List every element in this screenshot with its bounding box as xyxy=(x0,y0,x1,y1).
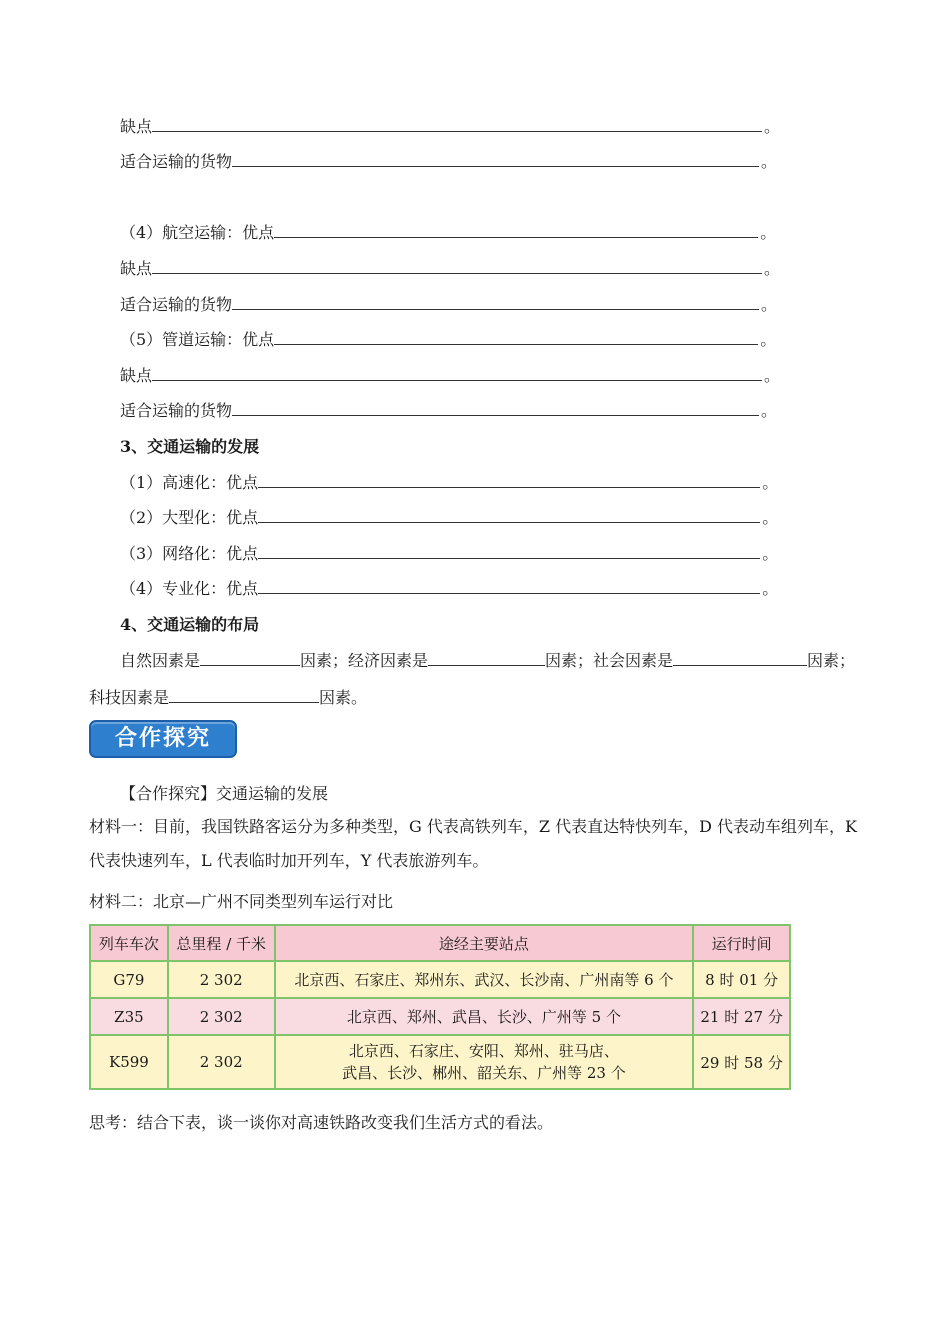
answer-blank[interactable] xyxy=(152,365,762,381)
period-mark: 。 xyxy=(764,259,781,278)
fill-line-label: 适合运输的货物 xyxy=(120,152,233,171)
material-two: 材料二：北京—广州不同类型列车运行对比 xyxy=(89,892,394,911)
answer-blank[interactable] xyxy=(274,222,758,238)
period-mark: 。 xyxy=(764,366,781,385)
answer-blank[interactable] xyxy=(152,258,762,274)
fill-line xyxy=(120,578,778,600)
factors-line-2 xyxy=(89,687,367,709)
cell-stations xyxy=(275,1035,694,1089)
factor-tail-1: 因素； xyxy=(807,651,856,670)
answer-blank[interactable] xyxy=(258,578,760,594)
fill-line-label: 缺点 xyxy=(120,259,153,278)
period-mark: 。 xyxy=(762,508,779,527)
fill-line-label: 适合运输的货物 xyxy=(120,295,233,314)
social-factor-blank[interactable] xyxy=(673,650,807,666)
fill-line xyxy=(120,329,776,351)
table-row xyxy=(90,1035,790,1089)
fill-line xyxy=(120,258,780,280)
factors-line-1 xyxy=(120,650,855,672)
answer-blank[interactable] xyxy=(232,294,759,310)
header-train: 列车车次 xyxy=(90,925,168,961)
cell-distance: 2 302 xyxy=(168,1035,275,1089)
header-time: 运行时间 xyxy=(693,925,790,961)
fill-line xyxy=(120,116,780,138)
period-mark: 。 xyxy=(761,295,778,314)
social-factor-label: 因素；社会因素是 xyxy=(545,651,674,670)
think-question: 思考：结合下表，谈一谈你对高速铁路改变我们生活方式的看法。 xyxy=(89,1113,554,1132)
cell-train: Z35 xyxy=(90,998,168,1035)
fill-line-label: 适合运输的货物 xyxy=(120,401,233,420)
cell-time: 29 时 58 分 xyxy=(693,1035,790,1089)
fill-line-label: 缺点 xyxy=(120,366,153,385)
fill-line-label: （1）高速化：优点 xyxy=(120,473,259,492)
fill-line xyxy=(120,365,780,387)
header-stations: 途经主要站点 xyxy=(275,925,694,961)
answer-blank[interactable] xyxy=(232,151,759,167)
material-one: 材料一：目前，我国铁路客运分为多种类型，G 代表高铁列车，Z 代表直达特快列车，D 代表动车组列车，K 代表快速列车，L 代表临时加开列车，Y 代表旅游列车。 xyxy=(89,817,857,870)
table-row xyxy=(90,961,790,998)
tech-factor-blank[interactable] xyxy=(169,687,319,703)
fill-line xyxy=(120,151,777,173)
economic-factor-label: 因素；经济因素是 xyxy=(300,651,429,670)
fill-line xyxy=(120,543,778,565)
period-mark: 。 xyxy=(760,223,777,242)
answer-blank[interactable] xyxy=(258,543,760,559)
stations-line-1: 北京西、石家庄、安阳、郑州、驻马店、 xyxy=(348,1042,619,1060)
answer-blank[interactable] xyxy=(152,116,762,132)
answer-blank[interactable] xyxy=(232,400,759,416)
cell-train: G79 xyxy=(90,961,168,998)
cell-time: 8 时 01 分 xyxy=(693,961,790,998)
natural-factor-blank[interactable] xyxy=(200,650,300,666)
heading-transport-layout: 4、交通运输的布局 xyxy=(120,615,260,634)
fill-line-label: （4）航空运输：优点 xyxy=(120,223,275,242)
fill-line-label: （3）网络化：优点 xyxy=(120,544,259,563)
heading-transport-development: 3、交通运输的发展 xyxy=(120,437,260,456)
period-mark: 。 xyxy=(761,152,778,171)
fill-line-label: （4）专业化：优点 xyxy=(120,579,259,598)
tech-factor-label: 科技因素是 xyxy=(89,688,170,707)
cell-distance: 2 302 xyxy=(168,998,275,1035)
explore-title: 【合作探究】交通运输的发展 xyxy=(120,784,329,803)
cell-train: K599 xyxy=(90,1035,168,1089)
cell-distance: 2 302 xyxy=(168,961,275,998)
natural-factor-label: 自然因素是 xyxy=(120,651,201,670)
fill-line xyxy=(120,507,778,529)
answer-blank[interactable] xyxy=(258,472,760,488)
factor-tail-2: 因素。 xyxy=(319,688,368,707)
cell-stations: 北京西、石家庄、郑州东、武汉、长沙南、广州南等 6 个 xyxy=(275,961,694,998)
answer-blank[interactable] xyxy=(258,507,760,523)
fill-line xyxy=(120,400,777,422)
cell-time: 21 时 27 分 xyxy=(693,998,790,1035)
fill-line-label: （2）大型化：优点 xyxy=(120,508,259,527)
period-mark: 。 xyxy=(761,401,778,420)
cell-stations: 北京西、郑州、武昌、长沙、广州等 5 个 xyxy=(275,998,694,1035)
stations-line-2: 武昌、长沙、郴州、韶关东、广州等 23 个 xyxy=(342,1064,626,1082)
table-header-row xyxy=(90,925,790,961)
cooperative-inquiry-badge: 合作探究 xyxy=(89,720,237,758)
period-mark: 。 xyxy=(762,473,779,492)
header-distance: 总里程 / 千米 xyxy=(168,925,275,961)
period-mark: 。 xyxy=(762,544,779,563)
period-mark: 。 xyxy=(762,579,779,598)
fill-line xyxy=(120,472,778,494)
fill-line-label: 缺点 xyxy=(120,117,153,136)
table-row xyxy=(90,998,790,1035)
period-mark: 。 xyxy=(760,330,777,349)
train-comparison-table xyxy=(89,924,791,1090)
fill-line xyxy=(120,222,776,244)
period-mark: 。 xyxy=(764,117,781,136)
answer-blank[interactable] xyxy=(274,329,758,345)
economic-factor-blank[interactable] xyxy=(428,650,545,666)
fill-line-label: （5）管道运输：优点 xyxy=(120,330,275,349)
fill-line xyxy=(120,294,777,316)
